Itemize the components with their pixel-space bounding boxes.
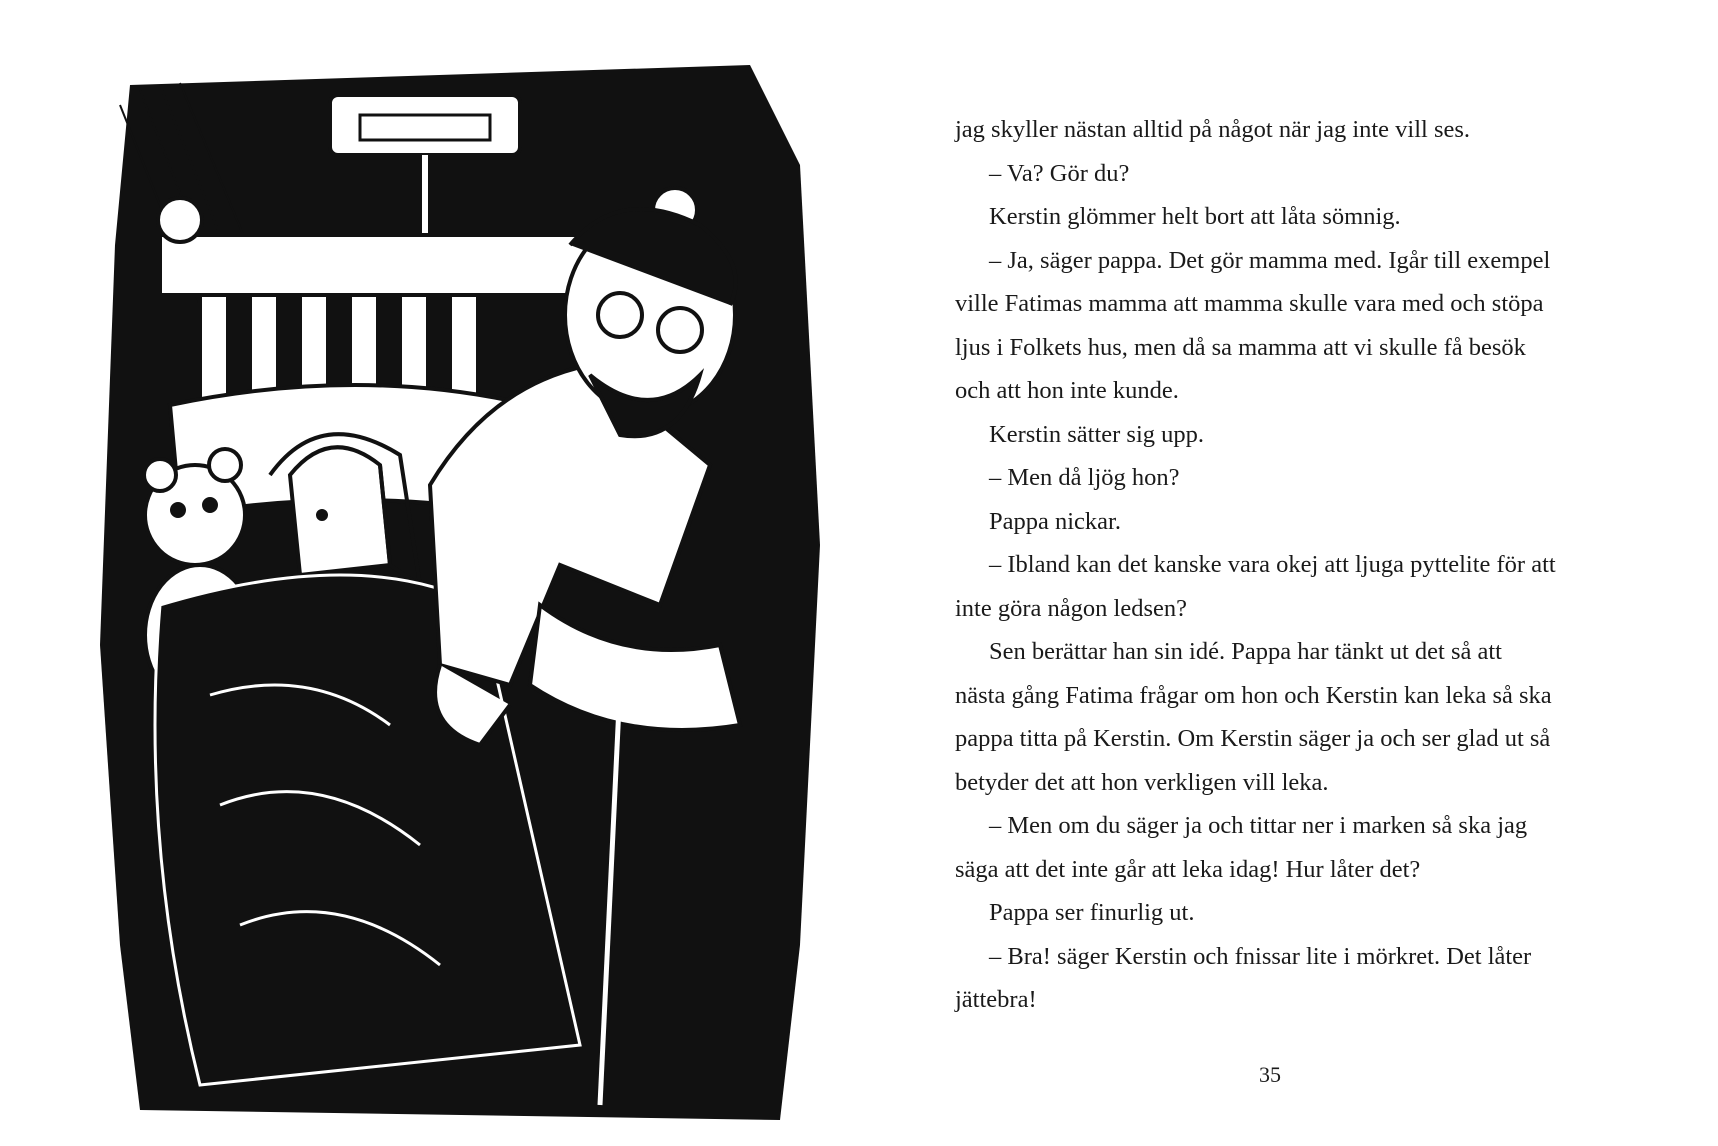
bedroom-illustration (60, 45, 840, 1120)
text-line: – Men om du säger ja och tittar ner i marken så ska jag (989, 812, 1528, 839)
text-line: nästa gång Fatima frågar om hon och Kerstin kan leka så ska (955, 681, 1552, 709)
text-line: jag skyller nästan alltid på något när jag inte vill ses. (955, 116, 1471, 143)
text-line: inte göra någon ledsen? (955, 594, 1187, 622)
text-line: ville Fatimas mamma att mamma skulle vara med och stöpa (955, 290, 1544, 317)
text-line: Kerstin glömmer helt bort att låta sömnig. (989, 203, 1401, 230)
text-line: ljus i Folkets hus, men då sa mamma att vi skulle få besök (955, 333, 1526, 361)
text-line: Pappa nickar. (989, 507, 1121, 535)
text-line: – Ja, säger pappa. Det gör mamma med. Igår till exempel (989, 246, 1551, 274)
text-line: – Men då ljög hon? (989, 464, 1180, 491)
text-line: – Ibland kan det kanske vara okej att ljuga pyttelite för att (989, 551, 1556, 578)
text-line: pappa titta på Kerstin. Om Kerstin säger ja och ser glad ut så (955, 725, 1551, 752)
story-text (955, 108, 1615, 1022)
text-line: och att hon inte kunde. (955, 377, 1179, 404)
text-line: säga att det inte går att leka idag! Hur låter det? (955, 855, 1421, 883)
text-line: – Bra! säger Kerstin och fnissar lite i mörkret. Det låter (989, 942, 1532, 970)
text-line: jättebra! (955, 986, 1037, 1013)
text-line: Sen berättar han sin idé. Pappa har tänkt ut det så att (989, 638, 1502, 665)
text-line: Kerstin sätter sig upp. (989, 420, 1205, 448)
text-line: Pappa ser finurlig ut. (989, 899, 1195, 926)
text-line: betyder det att hon verkligen vill leka. (955, 768, 1329, 796)
page-number: 35 (1259, 1062, 1281, 1087)
text-line: – Va? Gör du? (989, 159, 1130, 187)
